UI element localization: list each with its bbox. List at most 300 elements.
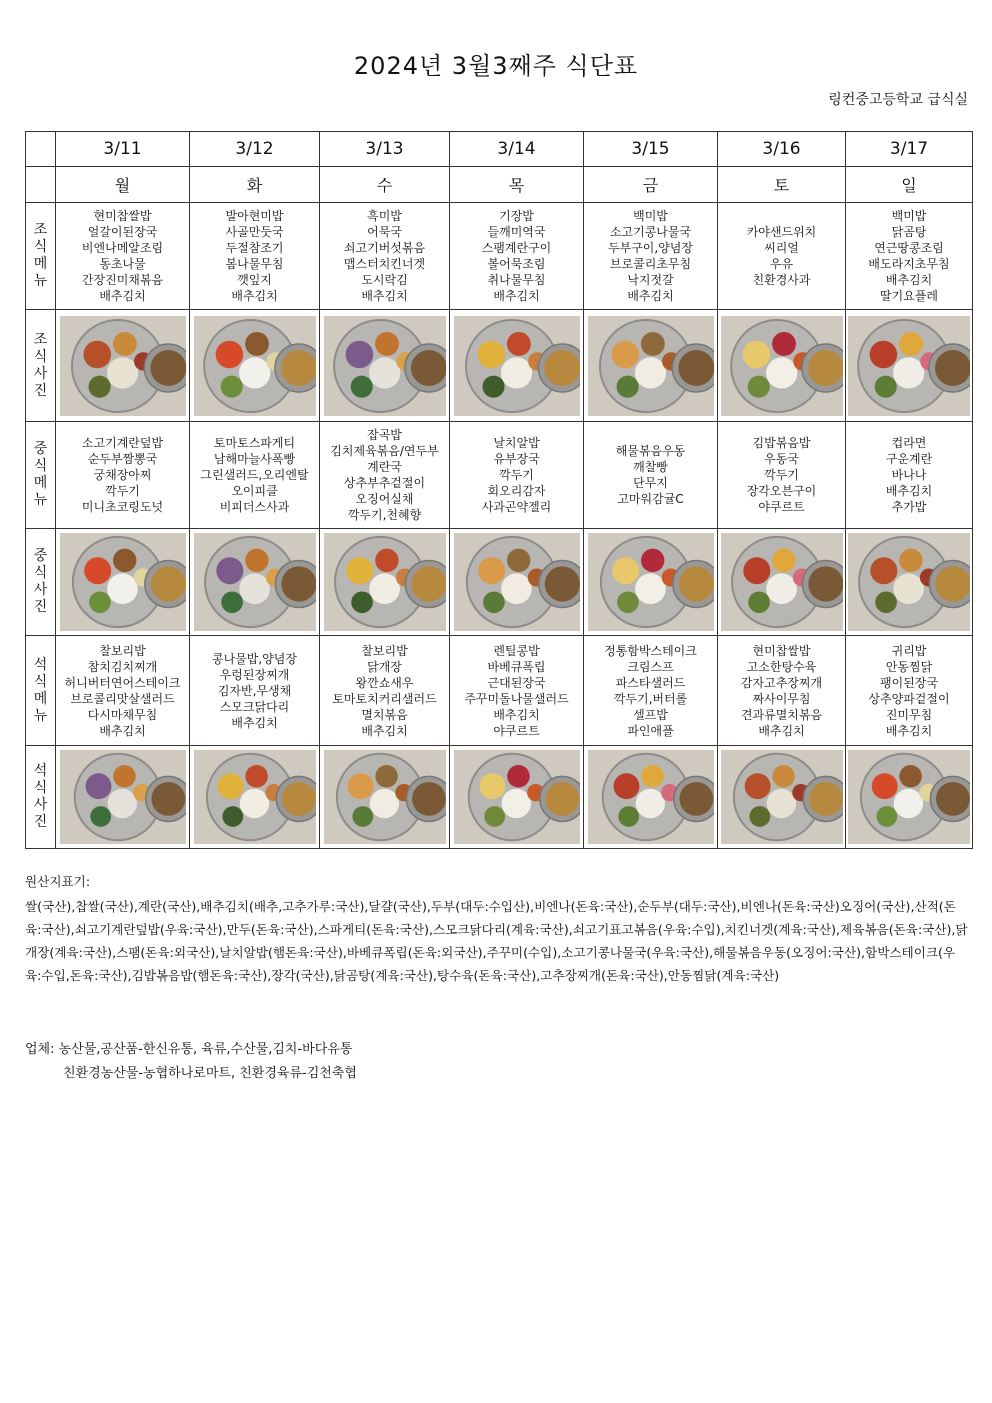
- menu-item: 간장진미채볶음: [81, 273, 164, 287]
- menu-item: 고소한탕수육: [746, 659, 817, 674]
- page-title: 2024년 3월3째주 식단표: [353, 52, 639, 80]
- row-label-char: 식: [33, 780, 48, 796]
- photo-cell: [56, 529, 190, 636]
- menu-item: 오이피클: [231, 484, 278, 498]
- menu-item: 김밥볶음밥: [752, 436, 811, 450]
- menu-item: 백미밥: [891, 209, 927, 223]
- breakfast-menu-cell: [846, 203, 973, 310]
- menu-item: 배추김치: [885, 484, 933, 498]
- date-cell: 3/11: [56, 132, 190, 167]
- side-dish: [346, 557, 373, 584]
- photo-cell: [584, 310, 718, 422]
- breakfast-menu-cell: [56, 203, 190, 310]
- rice-portion: [501, 789, 530, 818]
- menu-item: 현미찹쌀밥: [752, 643, 811, 658]
- row-label-char: 사: [33, 582, 48, 598]
- weekday-cell: 월: [56, 167, 190, 203]
- photo-cell: [718, 746, 846, 849]
- side-dish: [617, 591, 639, 613]
- rice-portion: [369, 573, 400, 604]
- lunch-menu-cell: [718, 422, 846, 529]
- side-dish: [899, 765, 921, 787]
- menu-item: 김치제육볶음/연두부: [330, 444, 439, 458]
- menu-item: 기장밥: [499, 209, 534, 223]
- menu-item: 근대된장국: [487, 675, 546, 690]
- side-dish: [350, 375, 372, 397]
- soup: [280, 350, 315, 386]
- menu-item: 배추김치: [493, 289, 540, 303]
- side-dish: [611, 340, 639, 368]
- side-dish: [220, 375, 242, 397]
- breakfast-menu-cell: [190, 203, 320, 310]
- side-dish: [483, 591, 505, 613]
- row-label: [26, 203, 56, 310]
- side-dish: [772, 549, 795, 572]
- side-dish: [345, 340, 373, 368]
- side-dish: [742, 340, 770, 368]
- weekday-row: [26, 167, 973, 203]
- menu-item: 깍두기: [105, 484, 140, 498]
- photo-cell: [320, 529, 450, 636]
- breakfast-menu-cell: [450, 203, 584, 310]
- menu-item: 배추김치: [231, 289, 278, 303]
- side-dish: [772, 765, 794, 787]
- side-dish: [352, 806, 373, 827]
- rice-portion: [766, 789, 795, 818]
- menu-item: 동초나물: [99, 257, 146, 271]
- photo-cell: [718, 529, 846, 636]
- date-cell: 3/15: [584, 132, 718, 167]
- side-dish: [88, 375, 110, 397]
- menu-item: 스팸계란구이: [481, 241, 552, 255]
- side-dish: [477, 340, 505, 368]
- soup: [935, 566, 970, 601]
- menu-item: 딸기요플레: [880, 289, 938, 303]
- soup: [808, 566, 843, 601]
- date-cell: 3/16: [718, 132, 846, 167]
- side-dish: [217, 773, 243, 799]
- menu-item: 배추김치: [885, 723, 933, 738]
- side-dish: [744, 773, 770, 799]
- side-dish: [747, 375, 769, 397]
- photo-cell: [584, 746, 718, 849]
- side-dish: [870, 557, 897, 584]
- soup: [679, 782, 713, 816]
- meal-photo: [721, 533, 843, 631]
- row-label-char: 식: [33, 239, 48, 255]
- weekday-cell: 화: [190, 167, 320, 203]
- rice-portion: [106, 357, 137, 388]
- dinner-menu-cell: [56, 636, 190, 746]
- photo-cell: [190, 529, 320, 636]
- side-dish: [899, 331, 923, 355]
- breakfast-menu-cell: [584, 203, 718, 310]
- meal-photo: [454, 316, 580, 416]
- date-cell: 3/13: [320, 132, 450, 167]
- menu-item: 셀프밥: [633, 707, 668, 722]
- side-dish: [375, 331, 399, 355]
- menu-item: 닭곰탕: [891, 225, 927, 239]
- menu-item: 깍두기: [499, 468, 534, 482]
- menu-item: 왕깐쇼새우: [355, 675, 414, 690]
- menu-item: 취나물무침: [487, 273, 546, 287]
- menu-item: 오징어실채: [355, 492, 414, 506]
- menu-item: 도시락김: [361, 273, 408, 287]
- row-label: [26, 746, 56, 849]
- menu-item: 씨리얼: [764, 241, 799, 255]
- meal-photo: [324, 750, 446, 844]
- row-label-char: 식: [33, 458, 48, 474]
- soup: [410, 350, 445, 386]
- side-dish: [245, 765, 267, 787]
- menu-item: 토마토스파게티: [213, 436, 296, 450]
- side-dish: [245, 331, 269, 355]
- rice-portion: [369, 357, 400, 388]
- row-label-char: 메: [33, 690, 48, 707]
- menu-item: 날치알밥: [493, 436, 540, 450]
- menu-item: 토마토치커리샐러드: [332, 691, 437, 706]
- side-dish: [641, 765, 663, 787]
- menu-item: 깍두기,천혜향: [347, 508, 422, 522]
- side-dish: [641, 549, 664, 572]
- menu-item: 다시마채무침: [87, 707, 158, 722]
- side-dish: [875, 591, 897, 613]
- rice-portion: [500, 357, 531, 388]
- menu-item: 볼어묵조림: [487, 257, 546, 271]
- menu-item: 주꾸미돌나물샐러드: [464, 691, 569, 706]
- menu-item: 사골만둣국: [225, 225, 284, 239]
- date-cell: 3/17: [846, 132, 973, 167]
- menu-item: 궁채장아찌: [93, 468, 152, 482]
- weekday-cell: 목: [450, 167, 584, 203]
- menu-item: 우동국: [764, 452, 799, 466]
- lunch-menu-row: [26, 422, 973, 529]
- menu-item: 야쿠르트: [493, 723, 540, 738]
- row-label-char: 뉴: [33, 707, 48, 724]
- side-dish: [482, 375, 504, 397]
- menu-item: 콩나물밥,양념장: [212, 651, 297, 666]
- menu-item: 낙지젓갈: [627, 273, 674, 287]
- menu-table: [25, 131, 973, 849]
- row-label-char: 조: [33, 222, 48, 238]
- menu-item: 비엔나메알조림: [81, 241, 164, 255]
- lunch-menu-cell: [846, 422, 973, 529]
- side-dish: [613, 773, 639, 799]
- menu-item: 김자반,무생채: [217, 683, 292, 698]
- side-dish: [89, 591, 111, 613]
- side-dish: [748, 591, 770, 613]
- menu-item: 장각오븐구이: [746, 484, 817, 498]
- row-label-char: 식: [33, 673, 48, 690]
- menu-item: 맵스터치킨너겟: [343, 257, 426, 271]
- menu-item: 크림스프: [627, 659, 674, 674]
- photo-cell: [320, 746, 450, 849]
- side-dish: [216, 557, 243, 584]
- rice-portion: [239, 357, 270, 388]
- weekday-cell: 수: [320, 167, 450, 203]
- menu-item: 렌틸콩밥: [493, 643, 540, 658]
- menu-item: 그린샐러드,오리엔탈: [200, 468, 309, 482]
- lunch-menu-cell: [584, 422, 718, 529]
- row-label-char: 중: [33, 548, 48, 564]
- soup: [281, 566, 316, 601]
- menu-item: 짜사이무침: [752, 691, 811, 706]
- menu-item: 어묵국: [367, 225, 402, 239]
- meal-photo: [588, 533, 714, 631]
- menu-item: 친환경사과: [752, 273, 811, 287]
- menu-item: 배추김치: [885, 273, 933, 287]
- menu-item: 멸치볶음: [361, 707, 408, 722]
- menu-item: 찰보리밥: [99, 643, 146, 658]
- dinner-menu-cell: [320, 636, 450, 746]
- menu-item: 추가밥: [891, 500, 927, 514]
- menu-item: 팽이된장국: [880, 675, 938, 690]
- menu-item: 유부장국: [493, 452, 540, 466]
- side-dish: [743, 557, 770, 584]
- rice-portion: [107, 789, 136, 818]
- photo-cell: [56, 310, 190, 422]
- weekday-cell: 토: [718, 167, 846, 203]
- photo-cell: [584, 529, 718, 636]
- row-label-char: 사: [33, 797, 48, 813]
- menu-item: 사과곤약젤리: [481, 500, 552, 514]
- corner-cell: [26, 167, 56, 203]
- lunch-menu-cell: [450, 422, 584, 529]
- rice-portion: [107, 573, 138, 604]
- rice-portion: [501, 573, 532, 604]
- side-dish: [112, 331, 136, 355]
- menu-item: 야쿠르트: [758, 500, 805, 514]
- menu-item: 상추양파겉절이: [868, 691, 950, 706]
- side-dish: [245, 549, 268, 572]
- photo-cell: [718, 310, 846, 422]
- menu-item: 남해마늘사폭빵: [213, 452, 296, 466]
- vendor-line-1: 업체: 농산물,공산품-한신유통, 육류,수산물,김치-바다유통: [25, 1042, 353, 1057]
- photo-cell: [450, 310, 584, 422]
- meal-photo: [848, 750, 970, 844]
- soup: [935, 350, 970, 386]
- origin-text: 쌀(국산),찹쌀(국산),계란(국산),배추김치(배추,고추가루:국산),달걀(국산),두부(대두:수입산),비엔나(돈육:국산),순두부(대두:국산),비엔나(돈육:국산)오징어(국산),산적(돈육:국산),쇠고기계란덮밥(우육:국산),만두(돈육:국산),스파게티(돈육:국산),스모크닭다리(계육:국산),쇠고기표고볶음(우육:수입),치킨너겟(계육:국산),제육볶음(돈육:국산),닭개장(계육:국산),스팸(돈육:외국산),날치알밥(햄돈육:국산),바베큐폭립(돈육:외국산),주꾸미(수입),소고기콩나물국(우육:국산),해물볶음우동(오징어:국산),함박스테이크(우육:수입,돈육:국산),김밥볶음밥(햄돈육:국산),장각(국산),닭곰탕(계육:국산),탕수육(돈육:국산),고추장찌개(돈육:국산),안동찜닭(계육:국산): [25, 899, 968, 983]
- menu-item: 찰보리밥: [361, 643, 408, 658]
- menu-item: 두부구이,양념장: [608, 241, 693, 255]
- dinner-menu-cell: [846, 636, 973, 746]
- row-label-char: 진: [33, 599, 48, 615]
- photo-cell: [56, 746, 190, 849]
- soup: [412, 782, 446, 816]
- rice-portion: [369, 789, 398, 818]
- side-dish: [876, 806, 897, 827]
- rice-portion: [239, 789, 268, 818]
- menu-item: 참치김치찌개: [87, 659, 158, 674]
- menu-item: 쇠고기버섯볶음: [343, 241, 426, 255]
- rice-portion: [894, 789, 923, 818]
- row-label-char: 석: [33, 763, 48, 779]
- dinner-menu-cell: [584, 636, 718, 746]
- meal-photo: [60, 750, 186, 844]
- menu-item: 순두부짬뽕국: [87, 452, 158, 466]
- menu-item: 들깨미역국: [487, 225, 546, 239]
- rice-portion: [635, 573, 666, 604]
- side-dish: [85, 773, 111, 799]
- weekday-cell: 금: [584, 167, 718, 203]
- side-dish: [616, 375, 638, 397]
- row-label-char: 진: [33, 814, 48, 830]
- row-label: [26, 422, 56, 529]
- soup: [678, 566, 713, 601]
- meal-photo: [454, 750, 580, 844]
- date-cell: 3/14: [450, 132, 584, 167]
- photo-cell: [450, 746, 584, 849]
- row-label-char: 메: [33, 475, 48, 491]
- side-dish: [84, 557, 111, 584]
- dinner-menu-row: [26, 636, 973, 746]
- menu-item: 얼갈이된장국: [87, 225, 158, 239]
- photo-cell: [190, 746, 320, 849]
- row-label-char: 메: [33, 256, 48, 272]
- side-dish: [222, 806, 243, 827]
- menu-item: 상추부추겉절이: [343, 476, 426, 490]
- side-dish: [899, 549, 922, 572]
- photo-cell: [450, 529, 584, 636]
- meal-photo: [194, 316, 316, 416]
- side-dish: [640, 331, 664, 355]
- menu-item: 배추김치: [493, 707, 540, 722]
- meal-photo: [194, 750, 316, 844]
- menu-item: 연근땅콩조림: [874, 241, 944, 255]
- meal-photo: [60, 316, 186, 416]
- soup: [809, 782, 843, 816]
- menu-item: 비피더스사과: [219, 500, 290, 514]
- soup: [544, 566, 579, 601]
- menu-item: 파스타샐러드: [615, 675, 686, 690]
- meal-photo: [60, 533, 186, 631]
- row-label-char: 식: [33, 348, 48, 365]
- menu-item: 해물볶음우동: [615, 444, 686, 458]
- weekday-cell: 일: [846, 167, 973, 203]
- side-dish: [113, 549, 136, 572]
- lunch-photo-row: [26, 529, 973, 636]
- photo-cell: [846, 310, 973, 422]
- soup: [545, 782, 579, 816]
- meal-photo: [588, 750, 714, 844]
- side-dish: [347, 773, 373, 799]
- menu-item: 허니버터연어스테이크: [64, 675, 181, 690]
- side-dish: [83, 340, 111, 368]
- menu-item: 소고기계란덮밥: [81, 436, 164, 450]
- row-label: [26, 636, 56, 746]
- menu-item: 현미찹쌀밥: [93, 209, 152, 223]
- row-label-char: 뉴: [33, 492, 48, 508]
- menu-item: 깍두기,버터롤: [613, 691, 688, 706]
- menu-item: 배추김치: [231, 715, 278, 730]
- side-dish: [772, 331, 796, 355]
- row-label: [26, 529, 56, 636]
- menu-item: 잡곡밥: [367, 428, 402, 442]
- menu-item: 진미무침: [885, 707, 933, 722]
- menu-item: 깍두기: [764, 468, 799, 482]
- menu-item: 우렁된장찌개: [219, 667, 290, 682]
- rice-portion: [634, 357, 665, 388]
- side-dish: [618, 806, 639, 827]
- rice-portion: [635, 789, 664, 818]
- menu-item: 우유: [769, 257, 794, 271]
- soup: [807, 350, 842, 386]
- menu-item: 바나나: [891, 468, 927, 482]
- photo-cell: [190, 310, 320, 422]
- meal-photo: [721, 750, 843, 844]
- side-dish: [506, 331, 530, 355]
- menu-item: 배추김치: [361, 723, 408, 738]
- soup: [151, 782, 185, 816]
- meal-photo: [721, 316, 843, 416]
- menu-item: 안동찜닭: [885, 659, 933, 674]
- meal-photo: [848, 533, 970, 631]
- soup: [150, 566, 185, 601]
- side-dish: [113, 765, 135, 787]
- soup: [411, 566, 446, 601]
- menu-item: 흑미밥: [367, 209, 402, 223]
- menu-item: 배추김치: [361, 289, 408, 303]
- dinner-menu-cell: [718, 636, 846, 746]
- rice-portion: [766, 573, 797, 604]
- rice-portion: [893, 573, 924, 604]
- menu-item: 귀리밥: [891, 643, 927, 658]
- lunch-menu-cell: [190, 422, 320, 529]
- menu-item: 배추김치: [627, 289, 674, 303]
- menu-item: 정통함박스테이크: [604, 643, 697, 658]
- meal-photo: [324, 316, 446, 416]
- soup: [282, 782, 316, 816]
- side-dish: [221, 591, 243, 613]
- menu-item: 단무지: [633, 476, 668, 490]
- date-cell: 3/12: [190, 132, 320, 167]
- soup: [678, 350, 714, 386]
- meal-photo: [454, 533, 580, 631]
- dinner-photo-row: [26, 746, 973, 849]
- side-dish: [351, 591, 373, 613]
- corner-cell: [26, 132, 56, 167]
- row-label-char: 중: [33, 441, 48, 457]
- menu-item: 배추김치: [99, 289, 146, 303]
- photo-cell: [846, 746, 973, 849]
- side-dish: [507, 549, 530, 572]
- photo-cell: [320, 310, 450, 422]
- side-dish: [870, 340, 898, 368]
- soup: [936, 782, 970, 816]
- menu-item: 소고기콩나물국: [609, 225, 692, 239]
- side-dish: [875, 375, 897, 397]
- menu-item: 회오리감자: [487, 484, 546, 498]
- lunch-menu-cell: [320, 422, 450, 529]
- breakfast-photo-row: [26, 310, 973, 422]
- side-dish: [90, 806, 111, 827]
- vendor-info: [25, 1038, 357, 1086]
- breakfast-menu-row: [26, 203, 973, 310]
- side-dish: [507, 765, 529, 787]
- menu-item: 견과류멸치볶음: [740, 707, 823, 722]
- menu-item: 두절참조기: [225, 241, 284, 255]
- vendor-line-2: 친환경농산물-농협하나로마트, 친환경육류-김천축협: [63, 1066, 357, 1081]
- menu-item: 배도라지초무침: [868, 257, 950, 271]
- menu-item: 배추김치: [758, 723, 805, 738]
- menu-item: 고마워감귤C: [617, 492, 684, 506]
- menu-item: 봄나물무침: [225, 257, 284, 271]
- origin-notes: [25, 870, 970, 987]
- menu-item: 깨찰빵: [633, 460, 668, 474]
- side-dish: [612, 557, 639, 584]
- school-name: 링컨중고등학교 급식실: [828, 92, 968, 108]
- menu-item: 미니초코링도넛: [81, 500, 164, 514]
